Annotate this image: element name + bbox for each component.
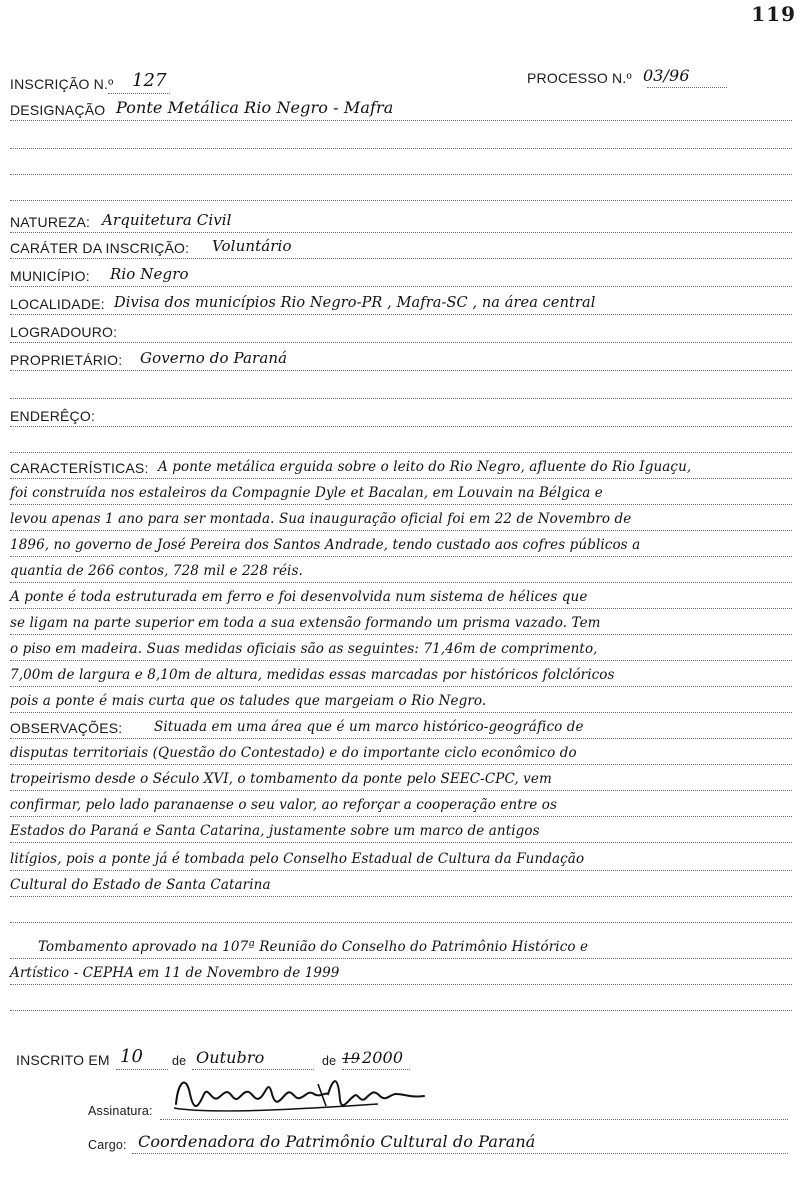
proprietario-value: Governo do Paraná xyxy=(140,349,288,367)
endereco-label: ENDERÊÇO: xyxy=(10,408,96,424)
observacoes-line xyxy=(10,818,792,843)
ano-value: 2000 xyxy=(362,1048,404,1067)
localidade-value: Divisa dos municípios Rio Negro-PR , Mafra-SC , na área central xyxy=(114,295,596,311)
blank-line xyxy=(10,176,792,201)
caracteristicas-line xyxy=(10,532,792,557)
cargo-value: Coordenadora do Patrimônio Cultural do Paraná xyxy=(138,1132,536,1151)
tombamento-line xyxy=(10,934,792,959)
blank-line xyxy=(10,428,792,453)
processo-field xyxy=(527,66,727,88)
assinatura-label: Assinatura: xyxy=(88,1104,153,1118)
tombamento-text: Artístico - CEPHA em 11 de Novembro de 1999 xyxy=(10,965,340,981)
blank-line xyxy=(10,898,792,923)
observacoes-line xyxy=(10,740,792,765)
caracteristicas-text: se ligam na parte superior em toda a sua extensão formando um prisma vazado. Tem xyxy=(10,615,601,631)
observacoes-line xyxy=(10,792,792,817)
logradouro-row xyxy=(10,318,792,343)
inscricao-underline xyxy=(108,93,170,94)
dia-value: 10 xyxy=(120,1046,144,1067)
natureza-label: NATUREZA: xyxy=(10,214,91,230)
observacoes-label: OBSERVAÇÕES: xyxy=(10,720,123,736)
observacoes-text: Situada em uma área que é um marco histórico-geográfico de xyxy=(154,719,584,735)
proprietario-row xyxy=(10,346,792,371)
tombamento-text: Tombamento aprovado na 107ª Reunião do Conselho do Patrimônio Histórico e xyxy=(38,939,589,955)
cargo-underline xyxy=(132,1153,788,1154)
localidade-row xyxy=(10,290,792,315)
localidade-label: LOCALIDADE: xyxy=(10,296,105,312)
processo-value: 03/96 xyxy=(643,66,690,85)
caracteristicas-line xyxy=(10,506,792,531)
inscricao-label: INSCRIÇÃO N.º xyxy=(10,76,114,92)
caracteristicas-line xyxy=(10,480,792,505)
caracteristicas-text: foi construída nos estaleiros da Compagnie Dyle et Bacalan, em Louvain na Bélgica e xyxy=(10,485,603,501)
inscrito-label: INSCRITO EM xyxy=(16,1052,110,1068)
blank-line xyxy=(10,374,792,399)
caracteristicas-label: CARACTERÍSTICAS: xyxy=(10,460,149,476)
proprietario-label: PROPRIETÁRIO: xyxy=(10,352,123,368)
caracteristicas-line xyxy=(10,454,792,479)
inscricao-value: 127 xyxy=(132,70,167,91)
caracteristicas-text: o piso em madeira. Suas medidas oficiais são as seguintes: 71,46m de comprimento, xyxy=(10,641,598,657)
observacoes-text: tropeirismo desde o Século XVI, o tombamento da ponte pelo SEEC-CPC, vem xyxy=(10,771,552,787)
caracteristicas-text: 7,00m de largura e 8,10m de altura, medidas essas marcadas por históricos folclóricos xyxy=(10,667,615,683)
blank-line xyxy=(10,150,792,175)
observacoes-line xyxy=(10,846,792,871)
municipio-row xyxy=(10,262,792,287)
de-label: de xyxy=(172,1054,187,1068)
carater-value: Voluntário xyxy=(212,237,292,255)
tombamento-line xyxy=(10,960,792,985)
observacoes-text: litígios, pois a ponte já é tombada pelo Conselho Estadual de Cultura da Fundação xyxy=(10,851,585,867)
carater-row xyxy=(10,234,792,259)
signature-drawing xyxy=(168,1064,468,1124)
observacoes-text: Estados do Paraná e Santa Catarina, justamente sobre um marco de antigos xyxy=(10,823,540,839)
observacoes-text: confirmar, pelo lado paranaense o seu valor, ao reforçar a cooperação entre os xyxy=(10,797,558,813)
endereco-row xyxy=(10,402,792,427)
blank-line xyxy=(10,986,792,1011)
municipio-value: Rio Negro xyxy=(110,265,189,283)
observacoes-text: Cultural do Estado de Santa Catarina xyxy=(10,877,271,893)
caracteristicas-text: quantia de 266 contos, 728 mil e 228 réis. xyxy=(10,563,303,579)
natureza-row xyxy=(10,208,792,233)
caracteristicas-text: A ponte metálica erguida sobre o leito do Rio Negro, afluente do Rio Iguaçu, xyxy=(158,459,692,475)
caracteristicas-line xyxy=(10,584,792,609)
page-number: 119 xyxy=(751,2,796,26)
designacao-value: Ponte Metálica Rio Negro - Mafra xyxy=(116,98,394,117)
caracteristicas-text: A ponte é toda estruturada em ferro e foi desenvolvida num sistema de hélices que xyxy=(10,589,588,605)
processo-underline xyxy=(647,87,727,88)
carater-label: CARÁTER DA INSCRIÇÃO: xyxy=(10,240,190,256)
mes-value: Outubro xyxy=(196,1048,265,1067)
caracteristicas-text: pois a ponte é mais curta que os taludes que margeiam o Rio Negro. xyxy=(10,693,487,709)
caracteristicas-line xyxy=(10,688,792,713)
designacao-label: DESIGNAÇÃO xyxy=(10,102,106,118)
observacoes-line xyxy=(10,714,792,739)
caracteristicas-line xyxy=(10,610,792,635)
observacoes-line xyxy=(10,872,792,897)
cargo-row xyxy=(88,1132,788,1154)
caracteristicas-text: 1896, no governo de José Pereira dos Santos Andrade, tendo custado aos cofres públicos a xyxy=(10,537,641,553)
logradouro-label: LOGRADOURO: xyxy=(10,324,118,340)
cargo-label: Cargo: xyxy=(88,1138,127,1152)
inscricao-field xyxy=(10,72,170,94)
caracteristicas-line xyxy=(10,662,792,687)
observacoes-line xyxy=(10,766,792,791)
ano-struck: 19 xyxy=(342,1051,361,1067)
observacoes-text: disputas territoriais (Questão do Contestado) e do importante ciclo econômico do xyxy=(10,745,577,761)
blank-line xyxy=(10,124,792,149)
processo-label: PROCESSO N.º xyxy=(527,70,632,86)
de-label: de xyxy=(322,1054,337,1068)
caracteristicas-line xyxy=(10,558,792,583)
natureza-value: Arquitetura Civil xyxy=(102,211,232,229)
municipio-label: MUNICÍPIO: xyxy=(10,268,90,284)
caracteristicas-line xyxy=(10,636,792,661)
caracteristicas-text: levou apenas 1 ano para ser montada. Sua inauguração oficial foi em 22 de Novembro de xyxy=(10,511,632,527)
dia-underline xyxy=(116,1069,168,1070)
designacao-row xyxy=(10,96,792,121)
